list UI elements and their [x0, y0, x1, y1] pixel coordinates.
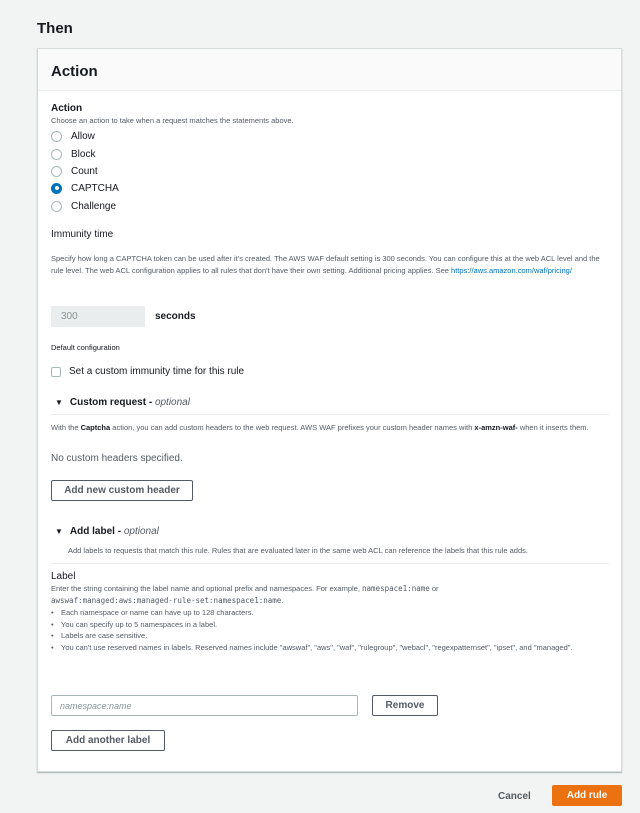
cancel-button[interactable]: Cancel — [498, 791, 531, 802]
add-another-label-button[interactable]: Add another label — [51, 730, 165, 751]
caret-down-icon: ▼ — [55, 398, 63, 407]
custom-request-toggle[interactable] — [55, 397, 190, 408]
label-rules-list — [51, 608, 611, 654]
radio-button-selected[interactable] — [51, 183, 62, 194]
panel-header — [38, 49, 621, 91]
divider — [51, 414, 609, 415]
action-panel — [37, 48, 622, 772]
label-field-label: Label — [51, 571, 76, 582]
custom-request-title: Custom request - optional — [69, 397, 190, 408]
list-item: • You can specify up to 5 namespaces in a label. — [51, 620, 611, 630]
immunity-label: Immunity time — [51, 229, 114, 240]
add-label-title: Add label - optional — [69, 526, 159, 537]
custom-request-description: With the Captcha action, you can add custom headers to the web request. AWS WAF prefixes your custom header names with x-amzn-waf- when it inserts them. — [51, 423, 589, 432]
radio-button[interactable] — [51, 166, 62, 177]
default-config-text: Default configuration — [51, 343, 120, 352]
action-description: Choose an action to take when a request matches the statements above. — [51, 116, 294, 125]
no-headers-text: No custom headers specified. — [51, 453, 183, 464]
radio-button[interactable] — [51, 201, 62, 212]
add-custom-header-button[interactable]: Add new custom header — [51, 480, 193, 501]
seconds-unit: seconds — [155, 311, 196, 322]
radio-button[interactable] — [51, 131, 62, 142]
radio-label: CAPTCHA — [71, 182, 119, 194]
checkbox-label: Set a custom immunity time for this rule — [69, 366, 245, 377]
list-item: • You can't use reserved names in labels. Reserved names include "awswaf", "aws", "waf", "rulegroup", "webacl", "regexpatternset", "ipset", and "managed". — [51, 643, 611, 653]
divider — [51, 563, 609, 564]
pricing-link[interactable]: https://aws.amazon.com/waf/pricing/ — [451, 265, 572, 275]
radio-label: Challenge — [71, 200, 117, 212]
radio-label: Allow — [71, 130, 95, 142]
custom-immunity-checkbox-row[interactable] — [51, 366, 244, 377]
checkbox[interactable] — [51, 367, 61, 377]
immunity-description — [51, 253, 611, 276]
add-label-description: Add labels to requests that match this rule. Rules that are evaluated later in the same web ACL can reference the labels that this rule adds. — [68, 546, 528, 555]
immunity-input: 300 — [51, 306, 145, 327]
list-item: • Each namespace or name can have up to 128 characters. — [51, 608, 611, 618]
action-label: Action — [51, 103, 83, 114]
radio-challenge[interactable] — [51, 199, 116, 213]
radio-block[interactable] — [51, 147, 95, 161]
section-title: Then — [37, 20, 73, 37]
add-rule-button[interactable]: Add rule — [552, 785, 622, 806]
remove-button[interactable]: Remove — [372, 695, 438, 716]
list-item: • Labels are case sensitive. — [51, 631, 611, 641]
immunity-desc-text: Specify how long a CAPTCHA token can be used after it's created. The AWS WAF default setting is 300 seconds. You can configure this at the web ACL level and the rule level. The web ACL configuration applies to all rules that don't have their own setting. Additional pricing applies. See — [51, 254, 600, 275]
radio-label: Count — [71, 165, 98, 177]
caret-down-icon: ▼ — [55, 527, 63, 536]
radio-allow[interactable] — [51, 129, 95, 143]
radio-button[interactable] — [51, 149, 62, 160]
radio-captcha[interactable] — [51, 181, 119, 195]
add-label-toggle[interactable] — [55, 526, 159, 537]
radio-count[interactable] — [51, 164, 98, 178]
radio-label: Block — [71, 148, 96, 160]
panel-title: Action — [51, 63, 98, 80]
label-instructions: Enter the string containing the label name and optional prefix and namespaces. For example, namespace1:name or awswaf:managed:aws:managed-rule-set:namespace1:name. — [51, 584, 439, 605]
label-input[interactable]: namespace:name — [51, 695, 358, 716]
